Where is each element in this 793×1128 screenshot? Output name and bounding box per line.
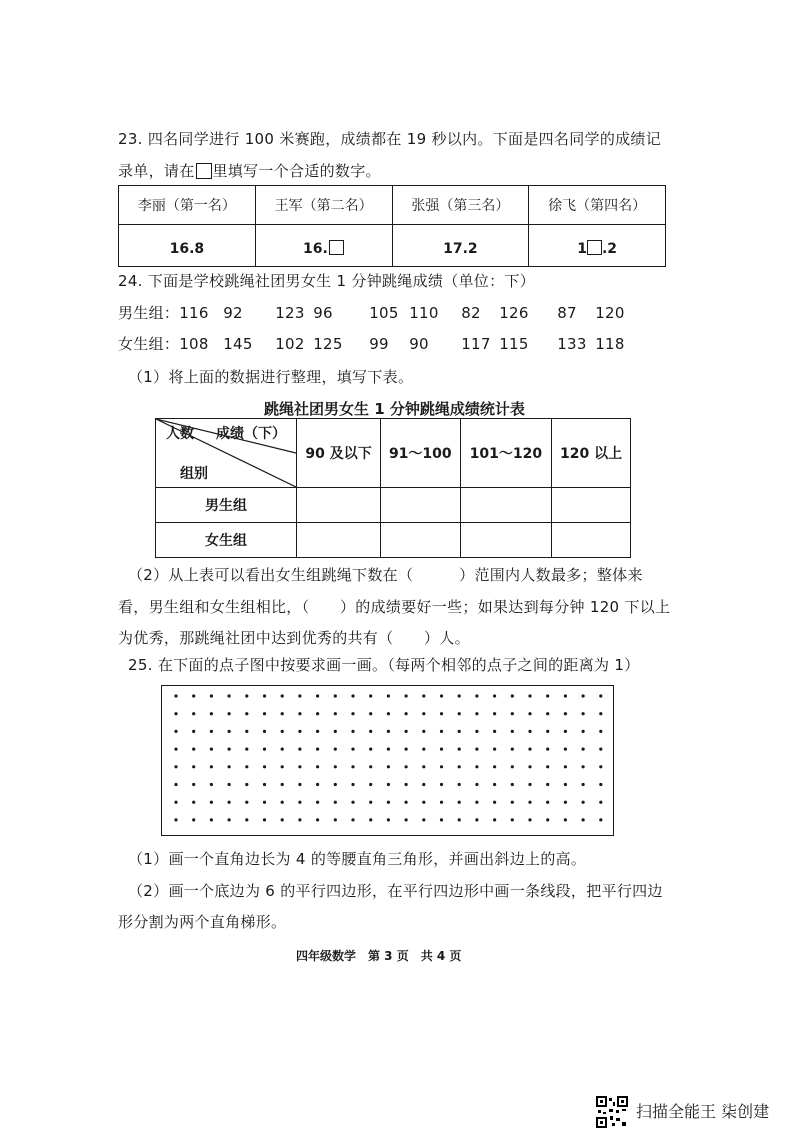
grid-dot bbox=[387, 712, 390, 715]
answer-cell[interactable] bbox=[381, 488, 461, 523]
grid-dot bbox=[263, 818, 266, 821]
grid-dot bbox=[599, 730, 602, 733]
grid-dot bbox=[210, 748, 213, 751]
grid-dot bbox=[422, 694, 425, 697]
grid-dot bbox=[546, 694, 549, 697]
q25-part2-line2: 形分割为两个直角梯形。 bbox=[118, 913, 287, 931]
grid-dot bbox=[475, 730, 478, 733]
grid-dot bbox=[298, 748, 301, 751]
answer-cell[interactable] bbox=[460, 488, 552, 523]
diag-bottom: 组别 bbox=[180, 466, 208, 482]
score-value: 133 bbox=[557, 335, 587, 353]
grid-dot bbox=[405, 712, 408, 715]
score-value: 145 bbox=[223, 335, 253, 353]
grid-dot bbox=[458, 801, 461, 804]
grid-dot bbox=[228, 765, 231, 768]
grid-dot bbox=[440, 801, 443, 804]
grid-dot bbox=[228, 801, 231, 804]
grid-dot bbox=[245, 748, 248, 751]
grid-dot bbox=[245, 730, 248, 733]
grid-dot bbox=[493, 730, 496, 733]
grid-dot bbox=[174, 801, 177, 804]
q23-value: 16.8 bbox=[119, 225, 256, 267]
grid-dot bbox=[281, 748, 284, 751]
grid-dot bbox=[263, 694, 266, 697]
grid-dot bbox=[475, 765, 478, 768]
grid-dot bbox=[528, 801, 531, 804]
grid-dot bbox=[564, 712, 567, 715]
q23-header: 王军（第二名） bbox=[255, 186, 392, 225]
grid-dot bbox=[422, 801, 425, 804]
grid-dot bbox=[493, 818, 496, 821]
grid-dot bbox=[564, 783, 567, 786]
grid-dot bbox=[351, 818, 354, 821]
score-value: 117 bbox=[461, 335, 491, 353]
grid-dot bbox=[493, 712, 496, 715]
grid-dot bbox=[316, 748, 319, 751]
grid-dot bbox=[334, 730, 337, 733]
grid-dot bbox=[210, 730, 213, 733]
grid-dot bbox=[210, 801, 213, 804]
grid-dot bbox=[422, 748, 425, 751]
grid-dot bbox=[281, 730, 284, 733]
grid-dot bbox=[174, 765, 177, 768]
grid-dot bbox=[334, 765, 337, 768]
q24-part1: （1）将上面的数据进行整理，填写下表。 bbox=[128, 368, 414, 386]
grid-dot bbox=[387, 730, 390, 733]
grid-dot bbox=[369, 748, 372, 751]
grid-dot bbox=[174, 712, 177, 715]
q23-value: 16. bbox=[303, 241, 328, 257]
grid-dot bbox=[228, 694, 231, 697]
grid-dot bbox=[599, 712, 602, 715]
grid-dot bbox=[387, 765, 390, 768]
answer-cell[interactable] bbox=[381, 523, 461, 558]
grid-dot bbox=[582, 694, 585, 697]
grid-dot bbox=[422, 818, 425, 821]
grid-dot bbox=[298, 712, 301, 715]
q25-part2-line1: （2）画一个底边为 6 的平行四边形，在平行四边形中画一条线段，把平行四边 bbox=[128, 882, 663, 900]
answer-box-icon[interactable] bbox=[587, 240, 602, 255]
grid-dot bbox=[369, 801, 372, 804]
column-header: 91～100 bbox=[381, 419, 461, 488]
answer-box-icon[interactable] bbox=[329, 240, 344, 255]
score-value: 108 bbox=[179, 335, 209, 353]
score-value: 116 bbox=[179, 304, 209, 322]
grid-dot bbox=[263, 783, 266, 786]
grid-dot bbox=[475, 694, 478, 697]
qr-code-icon bbox=[596, 1096, 628, 1128]
grid-dot bbox=[546, 765, 549, 768]
grid-dot bbox=[192, 748, 195, 751]
answer-cell[interactable] bbox=[297, 488, 381, 523]
grid-dot bbox=[174, 694, 177, 697]
q25-intro: 25. 在下面的点子图中按要求画一画。（每两个相邻的点子之间的距离为 1） bbox=[128, 656, 640, 674]
answer-cell[interactable] bbox=[552, 488, 631, 523]
grid-dot bbox=[458, 818, 461, 821]
grid-dot bbox=[493, 765, 496, 768]
grid-dot bbox=[210, 783, 213, 786]
grid-dot bbox=[281, 694, 284, 697]
q23-line2-pre: 录单，请在 bbox=[118, 162, 195, 180]
grid-dot bbox=[263, 801, 266, 804]
grid-dot bbox=[564, 694, 567, 697]
q24-part2-line2: 看，男生组和女生组相比，（ ）的成绩要好一些；如果达到每分钟 120 下以上 bbox=[118, 598, 671, 616]
score-value: 99 bbox=[369, 335, 389, 353]
grid-dot bbox=[298, 801, 301, 804]
grid-dot bbox=[334, 801, 337, 804]
grid-dot bbox=[316, 765, 319, 768]
boys-label: 男生组： bbox=[118, 304, 180, 322]
grid-dot bbox=[174, 783, 177, 786]
grid-dot bbox=[263, 730, 266, 733]
grid-dot bbox=[387, 694, 390, 697]
grid-dot bbox=[334, 783, 337, 786]
grid-dot bbox=[564, 818, 567, 821]
grid-dot bbox=[405, 765, 408, 768]
grid-dot bbox=[564, 765, 567, 768]
q23-line1: 23. 四名同学进行 100 米赛跑，成绩都在 19 秒以内。下面是四名同学的成绩记 bbox=[118, 130, 662, 148]
grid-dot bbox=[405, 748, 408, 751]
q23-header: 张强（第三名） bbox=[392, 186, 529, 225]
grid-dot bbox=[493, 748, 496, 751]
grid-dot bbox=[582, 712, 585, 715]
grid-dot bbox=[599, 818, 602, 821]
grid-dot bbox=[422, 730, 425, 733]
grid-dot bbox=[210, 765, 213, 768]
grid-dot bbox=[528, 730, 531, 733]
q24-part2-line1: （2）从上表可以看出女生组跳绳下数在（ ）范围内人数最多；整体来 bbox=[128, 566, 643, 584]
grid-dot bbox=[263, 712, 266, 715]
score-value: 120 bbox=[595, 304, 625, 322]
column-header: 101～120 bbox=[460, 419, 552, 488]
grid-dot bbox=[475, 801, 478, 804]
grid-dot bbox=[245, 818, 248, 821]
grid-dot bbox=[228, 748, 231, 751]
q23-results-table bbox=[118, 185, 666, 267]
grid-dot bbox=[511, 801, 514, 804]
grid-dot bbox=[458, 694, 461, 697]
grid-dot bbox=[281, 765, 284, 768]
answer-box-icon bbox=[196, 163, 212, 179]
grid-dot bbox=[228, 818, 231, 821]
grid-dot bbox=[351, 783, 354, 786]
grid-dot bbox=[369, 694, 372, 697]
grid-dot bbox=[458, 730, 461, 733]
grid-dot bbox=[582, 783, 585, 786]
answer-cell[interactable] bbox=[552, 523, 631, 558]
grid-dot bbox=[405, 730, 408, 733]
score-value: 123 bbox=[275, 304, 305, 322]
diagonal-header-cell bbox=[156, 419, 297, 488]
grid-dot bbox=[228, 712, 231, 715]
grid-dot bbox=[316, 712, 319, 715]
grid-dot bbox=[582, 765, 585, 768]
grid-dot bbox=[316, 818, 319, 821]
grid-dot bbox=[546, 730, 549, 733]
grid-dot bbox=[599, 694, 602, 697]
grid-dot bbox=[334, 818, 337, 821]
grid-dot bbox=[564, 730, 567, 733]
grid-dot bbox=[351, 801, 354, 804]
grid-dot bbox=[475, 748, 478, 751]
q24-girls-row bbox=[118, 333, 645, 354]
q24-intro: 24. 下面是学校跳绳社团男女生 1 分钟跳绳成绩（单位：下） bbox=[118, 272, 536, 290]
grid-dot bbox=[599, 783, 602, 786]
grid-dot bbox=[192, 730, 195, 733]
grid-dot bbox=[528, 748, 531, 751]
grid-dot bbox=[281, 818, 284, 821]
grid-dot bbox=[263, 748, 266, 751]
grid-dot bbox=[210, 818, 213, 821]
grid-dot bbox=[422, 783, 425, 786]
score-value: 96 bbox=[313, 304, 333, 322]
grid-dot bbox=[245, 765, 248, 768]
grid-dot bbox=[546, 748, 549, 751]
grid-dot bbox=[351, 712, 354, 715]
grid-dot bbox=[440, 783, 443, 786]
grid-dot bbox=[564, 801, 567, 804]
score-value: 115 bbox=[499, 335, 529, 353]
q23-value: 1 bbox=[577, 241, 587, 257]
grid-dot bbox=[528, 694, 531, 697]
q24-table-title: 跳绳社团男女生 1 分钟跳绳成绩统计表 bbox=[264, 400, 525, 418]
score-value: 102 bbox=[275, 335, 305, 353]
grid-dot bbox=[511, 694, 514, 697]
grid-dot bbox=[582, 730, 585, 733]
grid-dot bbox=[405, 783, 408, 786]
grid-dot bbox=[245, 694, 248, 697]
grid-dot bbox=[281, 783, 284, 786]
grid-dot bbox=[245, 801, 248, 804]
grid-dot bbox=[599, 748, 602, 751]
grid-dot bbox=[546, 783, 549, 786]
grid-dot bbox=[369, 712, 372, 715]
grid-dot bbox=[528, 765, 531, 768]
grid-dot bbox=[511, 783, 514, 786]
q23-header: 李丽（第一名） bbox=[119, 186, 256, 225]
grid-dot bbox=[316, 783, 319, 786]
grid-dot bbox=[245, 783, 248, 786]
row-label: 男生组 bbox=[156, 488, 297, 523]
grid-dot bbox=[210, 694, 213, 697]
q25-part1: （1）画一个直角边长为 4 的等腰直角三角形，并画出斜边上的高。 bbox=[128, 850, 587, 868]
grid-dot bbox=[582, 801, 585, 804]
grid-dot bbox=[599, 765, 602, 768]
grid-dot bbox=[192, 694, 195, 697]
grid-dot bbox=[387, 801, 390, 804]
grid-dot bbox=[281, 801, 284, 804]
grid-dot bbox=[298, 783, 301, 786]
grid-dot bbox=[582, 748, 585, 751]
scanner-watermark: 扫描全能王 柒创建 bbox=[636, 1102, 770, 1121]
grid-dot bbox=[298, 730, 301, 733]
grid-dot bbox=[245, 712, 248, 715]
q23-value-cell bbox=[255, 225, 392, 267]
grid-dot bbox=[387, 748, 390, 751]
grid-dot bbox=[298, 694, 301, 697]
grid-dot bbox=[440, 712, 443, 715]
grid-dot bbox=[564, 748, 567, 751]
grid-dot bbox=[493, 783, 496, 786]
grid-dot bbox=[210, 712, 213, 715]
grid-dot bbox=[281, 712, 284, 715]
column-header: 120 以上 bbox=[552, 419, 631, 488]
grid-dot bbox=[174, 748, 177, 751]
q23-value: 17.2 bbox=[392, 225, 529, 267]
grid-dot bbox=[511, 818, 514, 821]
grid-dot bbox=[458, 712, 461, 715]
answer-cell[interactable] bbox=[297, 523, 381, 558]
grid-dot bbox=[174, 730, 177, 733]
grid-dot bbox=[511, 765, 514, 768]
grid-dot bbox=[192, 765, 195, 768]
grid-dot bbox=[405, 818, 408, 821]
grid-dot bbox=[298, 765, 301, 768]
dot-grid[interactable] bbox=[161, 685, 614, 836]
grid-dot bbox=[405, 801, 408, 804]
grid-dot bbox=[192, 818, 195, 821]
grid-dot bbox=[192, 712, 195, 715]
grid-dot bbox=[546, 818, 549, 821]
page-footer: 四年级数学 第 3 页 共 4 页 bbox=[296, 949, 462, 963]
girls-label: 女生组： bbox=[118, 335, 180, 353]
grid-dot bbox=[440, 694, 443, 697]
grid-dot bbox=[599, 801, 602, 804]
grid-dot bbox=[528, 712, 531, 715]
grid-dot bbox=[334, 748, 337, 751]
q23-value: .2 bbox=[601, 241, 618, 257]
grid-dot bbox=[458, 748, 461, 751]
column-header: 90 及以下 bbox=[297, 419, 381, 488]
grid-dot bbox=[351, 748, 354, 751]
grid-dot bbox=[528, 783, 531, 786]
grid-dot bbox=[298, 818, 301, 821]
grid-dot bbox=[475, 818, 478, 821]
score-value: 82 bbox=[461, 304, 481, 322]
q24-stats-table bbox=[155, 418, 631, 558]
q24-part2-line3: 为优秀，那跳绳社团中达到优秀的共有（ ）人。 bbox=[118, 629, 470, 647]
grid-dot bbox=[440, 730, 443, 733]
grid-dot bbox=[228, 783, 231, 786]
grid-dot bbox=[582, 818, 585, 821]
q23-header: 徐飞（第四名） bbox=[529, 186, 666, 225]
grid-dot bbox=[458, 765, 461, 768]
grid-dot bbox=[528, 818, 531, 821]
q23-line2-post: 里填写一个合适的数字。 bbox=[212, 162, 381, 180]
grid-dot bbox=[493, 694, 496, 697]
grid-dot bbox=[440, 818, 443, 821]
grid-dot bbox=[351, 730, 354, 733]
grid-dot bbox=[351, 694, 354, 697]
grid-dot bbox=[422, 765, 425, 768]
grid-dot bbox=[405, 694, 408, 697]
grid-dot bbox=[316, 801, 319, 804]
grid-dot bbox=[493, 801, 496, 804]
score-value: 110 bbox=[409, 304, 439, 322]
grid-dot bbox=[316, 694, 319, 697]
grid-dot bbox=[369, 765, 372, 768]
grid-dot bbox=[192, 801, 195, 804]
score-value: 126 bbox=[499, 304, 529, 322]
grid-dot bbox=[334, 694, 337, 697]
q23-value-cell bbox=[529, 225, 666, 267]
grid-dot bbox=[351, 765, 354, 768]
row-label: 女生组 bbox=[156, 523, 297, 558]
score-value: 90 bbox=[409, 335, 429, 353]
grid-dot bbox=[475, 783, 478, 786]
grid-dot bbox=[334, 712, 337, 715]
grid-dot bbox=[546, 801, 549, 804]
grid-dot bbox=[422, 712, 425, 715]
grid-dot bbox=[440, 748, 443, 751]
score-value: 118 bbox=[595, 335, 625, 353]
q23-line2 bbox=[118, 160, 381, 181]
grid-dot bbox=[511, 730, 514, 733]
dot-grid-icon bbox=[162, 686, 612, 834]
grid-dot bbox=[546, 712, 549, 715]
score-value: 105 bbox=[369, 304, 399, 322]
grid-dot bbox=[263, 765, 266, 768]
grid-dot bbox=[440, 765, 443, 768]
grid-dot bbox=[228, 730, 231, 733]
q24-boys-row bbox=[118, 302, 645, 323]
grid-dot bbox=[316, 730, 319, 733]
grid-dot bbox=[511, 748, 514, 751]
grid-dot bbox=[174, 818, 177, 821]
grid-dot bbox=[369, 818, 372, 821]
grid-dot bbox=[475, 712, 478, 715]
score-value: 92 bbox=[223, 304, 243, 322]
grid-dot bbox=[511, 712, 514, 715]
grid-dot bbox=[387, 783, 390, 786]
grid-dot bbox=[387, 818, 390, 821]
score-value: 87 bbox=[557, 304, 577, 322]
grid-dot bbox=[458, 783, 461, 786]
score-value: 125 bbox=[313, 335, 343, 353]
grid-dot bbox=[369, 783, 372, 786]
grid-dot bbox=[369, 730, 372, 733]
answer-cell[interactable] bbox=[460, 523, 552, 558]
diag-top-right: 成绩（下） bbox=[216, 426, 286, 442]
diag-top-left: 人数 bbox=[166, 426, 194, 442]
grid-dot bbox=[192, 783, 195, 786]
